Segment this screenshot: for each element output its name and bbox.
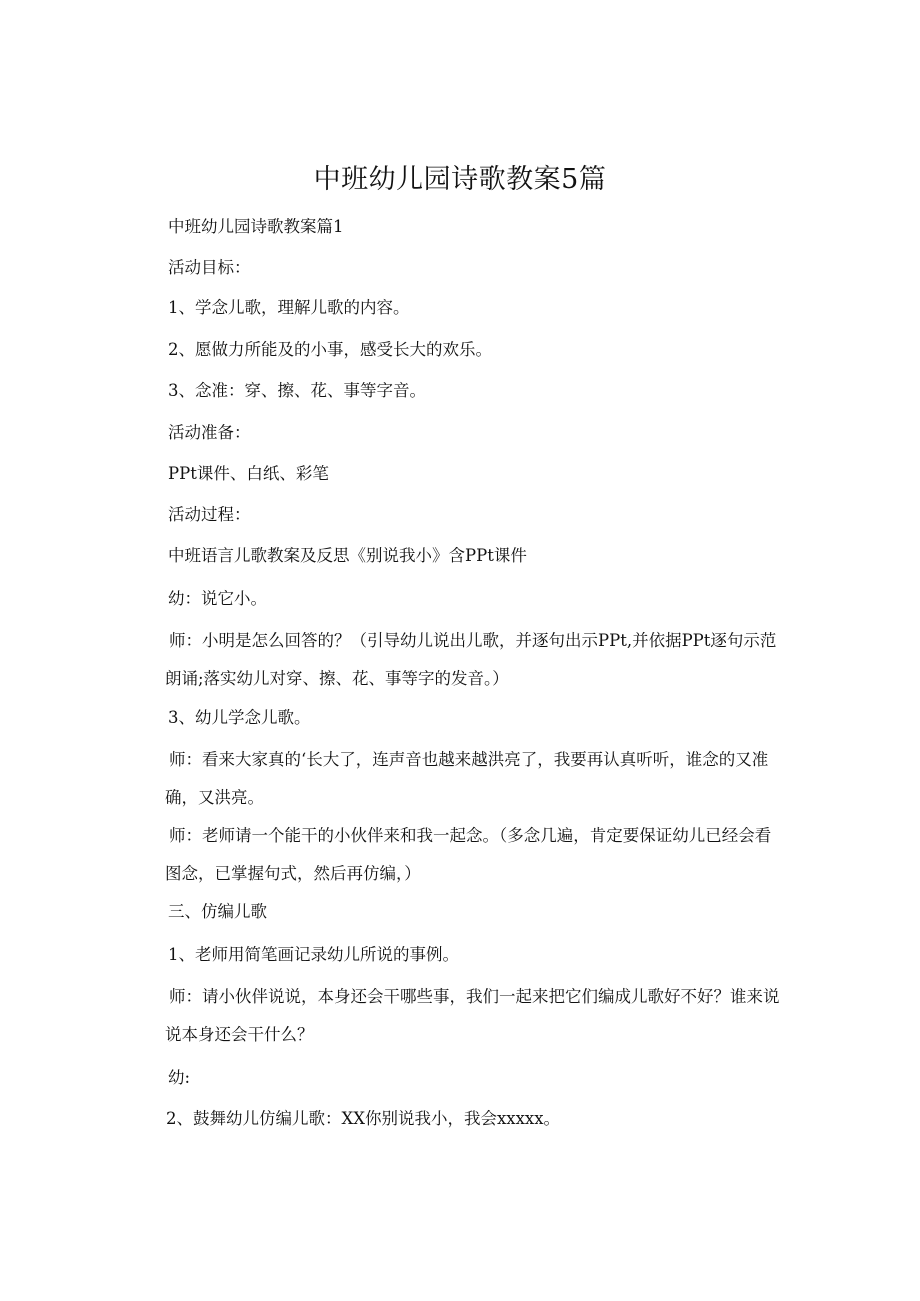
paragraph: 师：小明是怎么回答的？（引导幼儿说出儿歌，并逐句出示PPt,并依据PPt逐句示范朗诵;落实幼儿对穿、擦、花、事等字的发音。）	[165, 631, 777, 688]
list-item: 2、鼓舞幼儿仿编儿歌：XX你别说我小，我会xxxxx。	[166, 1109, 561, 1128]
list-item: 2、愿做力所能及的小事，感受长大的欢乐。	[168, 340, 492, 359]
section-heading: 中班幼儿园诗歌教案篇1	[168, 217, 344, 236]
paragraph: 幼：说它小。	[168, 589, 267, 608]
paragraph: 活动过程：	[168, 505, 251, 524]
list-item: 1、老师用简笔画记录幼儿所说的事例。	[168, 945, 459, 964]
paragraph: 活动目标：	[168, 258, 251, 277]
paragraph: 中班语言儿歌教案及反思《别说我小》含PPt课件	[168, 546, 527, 565]
paragraph: 幼:	[168, 1068, 191, 1087]
section-heading: 三、仿编儿歌	[168, 902, 267, 921]
paragraph: PPt课件、白纸、彩笔	[168, 464, 329, 483]
document-title: 中班幼儿园诗歌教案5篇	[313, 164, 607, 195]
list-item: 3、幼儿学念儿歌。	[168, 708, 311, 727]
paragraph: 师：看来大家真的‘长大了，连声音也越来越洪亮了，我要再认真听听，谁念的又准确，又洪亮。	[165, 750, 769, 807]
paragraph: 师：请小伙伴说说，本身还会干哪些事，我们一起来把它们编成儿歌好不好？谁来说说本身还会干什么？	[165, 987, 780, 1044]
paragraph: 活动准备：	[168, 423, 251, 442]
list-item: 3、念准：穿、擦、花、事等字音。	[168, 381, 426, 400]
paragraph: 师：老师请一个能干的小伙伴来和我一起念。（多念几遍，肯定要保证幼儿已经会看图念，已掌握句式，然后再仿编，）	[165, 826, 772, 883]
list-item: 1、学念儿歌，理解儿歌的内容。	[168, 298, 410, 317]
